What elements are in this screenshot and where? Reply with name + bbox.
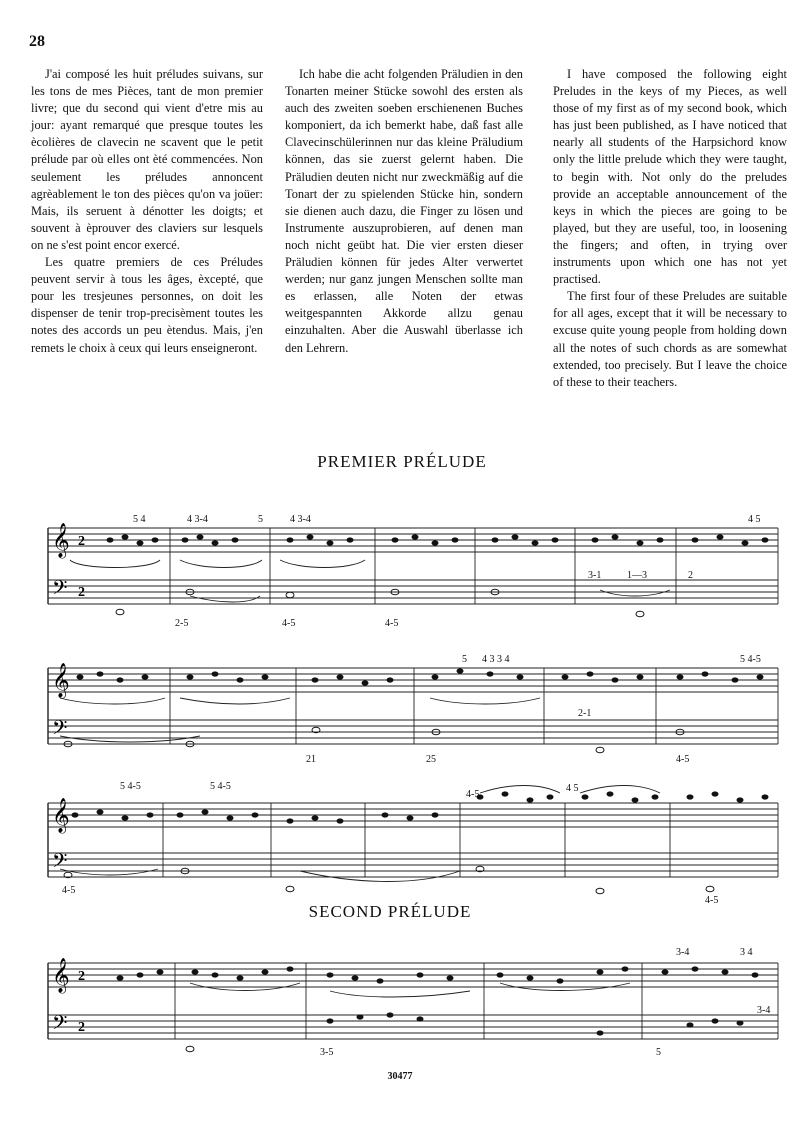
fingering: 3-4 [676, 947, 690, 958]
plate-number: 30477 [387, 1071, 413, 1082]
bass-clef: 𝄢 [52, 851, 68, 877]
fingering: 2-1 [578, 708, 592, 719]
time-signature-bass: 2 [78, 1020, 85, 1035]
bass-clef: 𝄢 [52, 578, 68, 604]
treble-clef: 𝄞 [52, 524, 70, 557]
english-text-column [553, 66, 787, 391]
fingering: 4-5 [62, 885, 76, 896]
music-system-2 [0, 650, 800, 780]
fingering: 5 [462, 654, 467, 665]
second-prelude-heading: SECOND PRÉLUDE [308, 902, 472, 921]
page-number: 28 [29, 33, 45, 50]
french-paragraph: Les quatre premiers de ces Préludes peuvent servir à tous les âges, èxcepté, que pour les tresjeunes personnes, on doit les dispenser de tenir trop-precisèment toutes les notes des accords un peu ètendus. Mais, j'en remets le choix à ceux qui leurs enseigneront. [31, 255, 263, 355]
fingering: 4-5 [385, 618, 399, 629]
fingering: 4-5 [676, 754, 690, 765]
fingering: 21 [306, 754, 316, 765]
english-paragraph: The first four of these Preludes are suitable for all ages, except that it will be necessary to excuse quite young people from holding down all the notes of such chords as are somewhat extended, too precisely. But I leave the choice of these to their teachers. [553, 289, 787, 389]
fingering: 4-5 [466, 789, 480, 800]
fingering: 4 5 [748, 514, 761, 525]
fingering: 2-5 [175, 618, 189, 629]
fingering: 4 5 [566, 783, 579, 794]
fingering: 5 4-5 [740, 654, 761, 665]
time-signature-treble: 2 [78, 969, 85, 984]
bass-clef: 𝄢 [52, 718, 68, 744]
fingering: 3 4 [740, 947, 753, 958]
treble-clef: 𝄞 [52, 959, 70, 992]
fingering: 5 [258, 514, 263, 525]
fingering: 4-5 [282, 618, 296, 629]
treble-clef: 𝄞 [52, 664, 70, 697]
french-text-column [31, 66, 263, 357]
fingering: 5 [656, 1047, 661, 1058]
fingering: 3-5 [320, 1047, 334, 1058]
fingering: 5 4 [133, 514, 146, 525]
time-signature-treble: 2 [78, 534, 85, 549]
fingering: 5 4-5 [210, 781, 231, 792]
bass-clef: 𝄢 [52, 1013, 68, 1039]
fingering: 1—3 [627, 570, 647, 581]
music-system-3 [0, 775, 800, 905]
premier-prelude-heading: PREMIER PRÉLUDE [317, 452, 487, 471]
music-system-4 [0, 935, 800, 1065]
fingering: 4 3 3 4 [482, 654, 510, 665]
fingering: 2 [688, 570, 693, 581]
german-text-column [285, 66, 523, 357]
fingering: 4-5 [705, 895, 719, 905]
german-paragraph: Ich habe die acht folgenden Präludien in den Tonarten meiner Stücke sowohl des ersten als auch des zweiten soeben erschienenen Buches komponiert, da ich bemerkt habe, daß fast alle Clavecinschülerinnen nur das kleine Präludium können, das sie zuerst gelernt haben. Die Präludien deuten nicht nur zweckmäßig auf die Tonart der zu spielenden Stücke hin, sondern sie dienen auch dazu, die Finger zu lösen und Instrumente auszuprobieren, auf denen man noch nicht geübt hat. Die vier ersten dieser Präludien können für jedes Alter verwertet werden; nur ganz jungen Menschen sollte man es erlassen, alle Noten der etwas weitgespannten Akkorde allzu genau einzuhalten. Aber die Auswahl überlasse ich den Lehrern. [285, 67, 523, 355]
fingering: 5 4-5 [120, 781, 141, 792]
english-paragraph: I have composed the following eight Preludes in the keys of my Pieces, as well those of my first as of my second book, which has just been published, as I have noticed that nearly all students of the Harpsichord know only the little prelude which they were taught, to begin with. Not only do the preludes provide an acceptable announcement of the keys in which the pieces are going to be played, but they are useful, too, in loosening the fingers; and often, in trying over instruments upon which one has not yet practised. [553, 67, 787, 287]
fingering: 3-4 [757, 1005, 771, 1016]
french-paragraph: J'ai composé les huit préludes suivans, sur les tons de mes Pièces, tant de mon premier livre; que du second qui vient d'etre mis au jour: ayant remarqué que presque toutes les ècolières de clavecin ne scavent que le petit prélude par où elles ont èté commencées. Non seulement les préludes annoncent agrèablement le ton des pièces qu'on va joüer: Mais, ils seruent à dénotter les doigts; et souvent à èprouver des claviers sur lesquels on ne s'est point encor exercé. [31, 67, 263, 252]
music-system-1 [0, 500, 800, 640]
treble-clef: 𝄞 [52, 799, 70, 832]
fingering: 3-1 [588, 570, 602, 581]
fingering: 25 [426, 754, 436, 765]
fingering: 4 3-4 [290, 514, 311, 525]
fingering: 4 3-4 [187, 514, 208, 525]
time-signature-bass: 2 [78, 585, 85, 600]
